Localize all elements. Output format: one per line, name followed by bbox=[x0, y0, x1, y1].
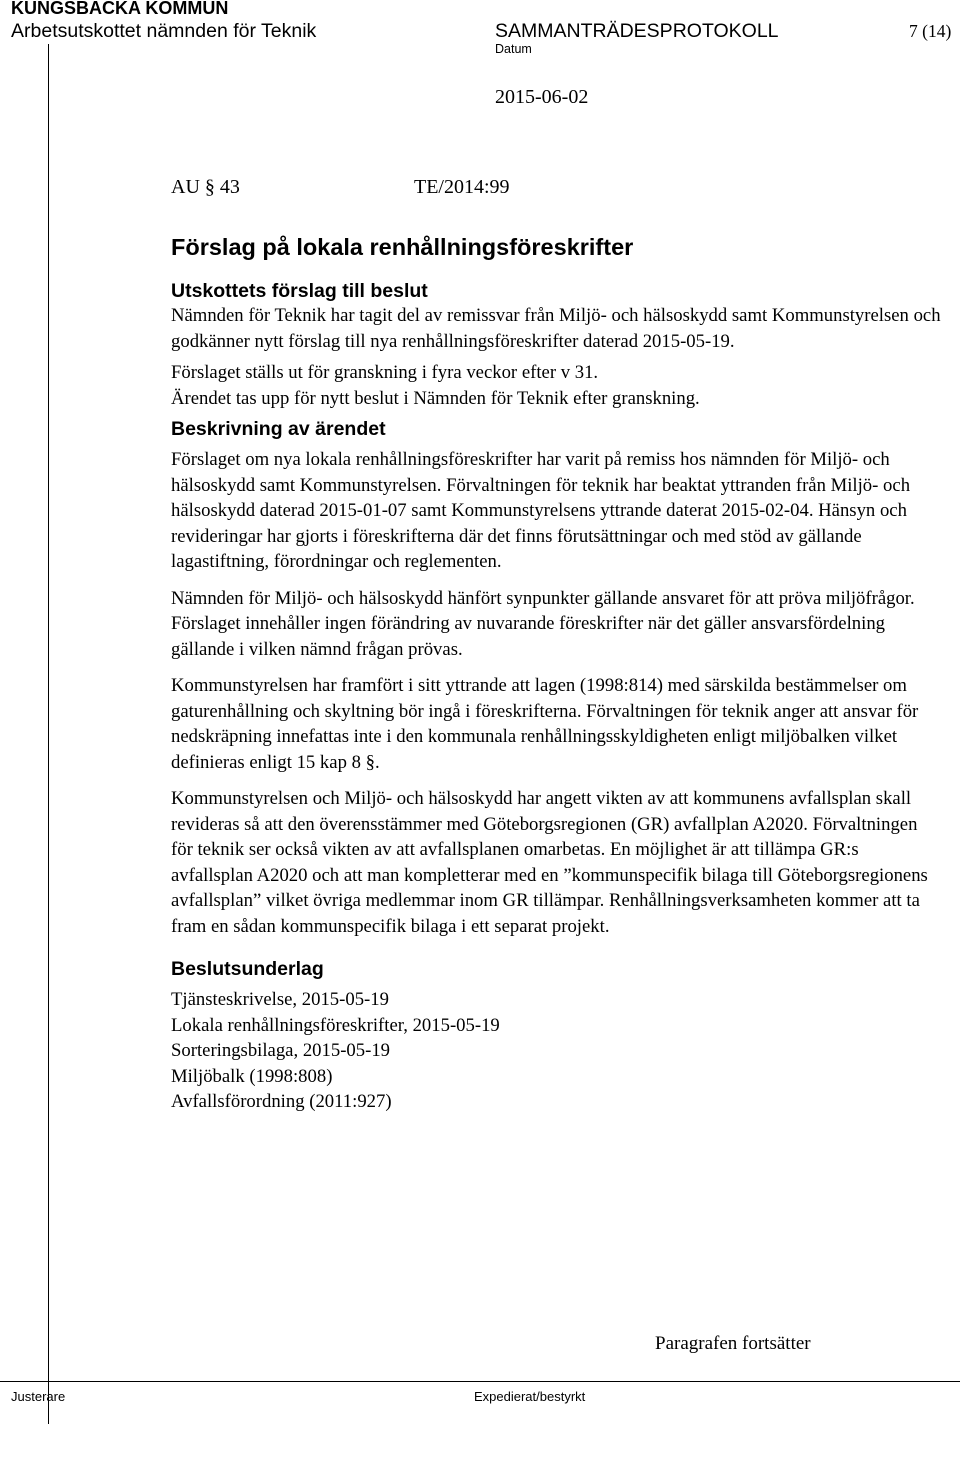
description-paragraph: Kommunstyrelsen och Miljö- och hälsoskydd har angett vikten av att kommunens avfallsplan skall revideras så att den överensstämmer med Göteborgsregionen (GR) avfallplan A2020. Förvaltningen för teknik ser också vikten av att avfallsplanen omarbetas. En möjlighet är att tillämpa GR:s avfallsplan A2020 och att man kompletterar med en ”kommunspecifik bilaga till Göteborgsregionens avfallsplan” vilket övriga medlemmar inom GR tillämpar. Renhållningsverksamheten kommer att ta fram en sådan kommunspecifik bilaga i ett separat projekt. bbox=[171, 788, 928, 937]
margin-rule bbox=[48, 44, 49, 1424]
case-paragraph-number: AU § 43 bbox=[171, 176, 240, 198]
proposal-heading: Utskottets förslag till beslut bbox=[171, 280, 428, 302]
date-label: Datum bbox=[495, 42, 532, 56]
footer-rule bbox=[0, 1381, 960, 1382]
footer-expedierat-label: Expedierat/bestyrkt bbox=[474, 1389, 586, 1404]
basis-heading: Beslutsunderlag bbox=[171, 958, 324, 980]
proposal-paragraph: Ärendet tas upp för nytt beslut i Nämnden för Teknik efter granskning. bbox=[171, 387, 700, 409]
description-paragraph: Kommunstyrelsen har framfört i sitt yttrande att lagen (1998:814) med särskilda bestämmelser om gaturenhållning och skyltning bör ingå i föreskrifterna. Förvaltningen för teknik anger att ansvar för nedskräpning innefattas inte i den kommunala renhållningsskyldigheten enligt miljöbalken vilket definieras enligt 15 kap 8 §. bbox=[171, 675, 919, 773]
page-number: 7 (14) bbox=[909, 21, 952, 41]
list-item: Tjänsteskrivelse, 2015-05-19 bbox=[171, 989, 389, 1010]
page-title: Förslag på lokala renhållningsföreskrifter bbox=[171, 234, 634, 260]
committee-name: Arbetsutskottet nämnden för Teknik bbox=[11, 20, 317, 42]
list-item: Sorteringsbilaga, 2015-05-19 bbox=[171, 1040, 391, 1061]
continuation-note: Paragrafen fortsätter bbox=[655, 1333, 811, 1354]
basis-list bbox=[171, 987, 941, 1115]
description-paragraph: Nämnden för Miljö- och hälsoskydd hänfört synpunkter gällande ansvaret för att pröva miljöfrågor. Förslaget innehåller ingen förändring av nuvarande föreskrifter när det gäller ansvarsfördelning gällande i vilken nämnd frågan prövas. bbox=[171, 587, 915, 660]
list-item: Lokala renhållningsföreskrifter, 2015-05-19 bbox=[171, 1014, 500, 1036]
list-item: Miljöbalk (1998:808) bbox=[171, 1065, 333, 1087]
proposal-paragraph: Nämnden för Teknik har tagit del av remissvar från Miljö- och hälsoskydd samt Kommunstyrelsen och godkänner nytt förslag till nya renhållningsföreskrifter daterad 2015-05-19. bbox=[171, 305, 941, 352]
case-number: TE/2014:99 bbox=[414, 176, 510, 198]
meeting-date: 2015-06-02 bbox=[495, 86, 589, 108]
proposal-paragraph: Förslaget ställs ut för granskning i fyra veckor efter v 31. bbox=[171, 362, 599, 383]
organization-name: KUNGSBACKA KOMMUN bbox=[11, 0, 229, 18]
description-heading: Beskrivning av ärendet bbox=[171, 418, 386, 440]
document-body bbox=[171, 229, 941, 1115]
list-item: Avfallsförordning (2011:927) bbox=[171, 1091, 392, 1112]
footer-justerare-label: Justerare bbox=[11, 1389, 66, 1404]
protocol-title: SAMMANTRÄDESPROTOKOLL bbox=[495, 20, 779, 42]
description-paragraph: Förslaget om nya lokala renhållningsföreskrifter har varit på remiss hos nämnden för Miljö- och hälsoskydd samt Kommunstyrelsen. Förvaltningen för teknik har beaktat yttranden från Miljö- och hälsoskydd daterad 2015-01-07 samt Kommunstyrelsens yttrande daterat 2015-02-04. Hänsyn och revideringar har gjorts i föreskrifterna där det finns förutsättningar och med stöd av gällande lagastiftning, förordningar och reglementen. bbox=[171, 449, 911, 572]
